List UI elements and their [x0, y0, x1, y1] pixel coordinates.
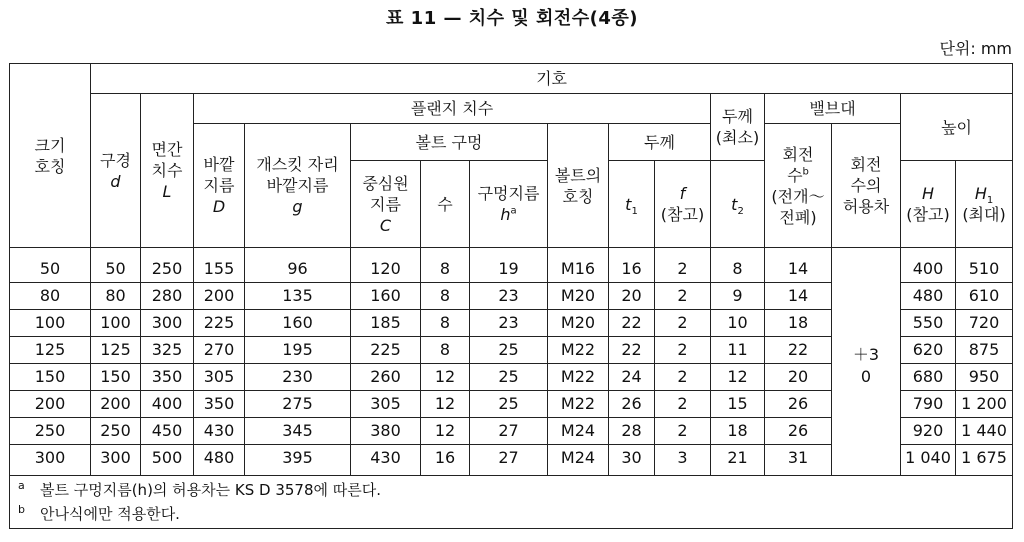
- cell-outer-diameter: 200: [194, 283, 245, 310]
- cell-size: 100: [10, 310, 91, 337]
- table-body: [10, 248, 1013, 476]
- header-bolt-size: 볼트의 호칭: [548, 124, 609, 248]
- cell-size: 80: [10, 283, 91, 310]
- cell-H1: 950: [956, 364, 1013, 391]
- cell-H1: 1 675: [956, 445, 1013, 476]
- cell-face-to-face: 325: [141, 337, 194, 364]
- cell-outer-diameter: 155: [194, 248, 245, 283]
- cell-hole-diameter: 27: [470, 418, 548, 445]
- cell-hole-diameter: 25: [470, 337, 548, 364]
- header-flange: 플랜지 치수: [194, 94, 711, 124]
- cell-hole-count: 8: [421, 248, 470, 283]
- cell-H1: 1 200: [956, 391, 1013, 418]
- cell-t1: 20: [609, 283, 655, 310]
- header-face-to-face: 면간 치수 L: [141, 94, 194, 248]
- cell-hole-count: 8: [421, 310, 470, 337]
- cell-t1: 16: [609, 248, 655, 283]
- cell-bolt-size: M22: [548, 364, 609, 391]
- cell-face-to-face: 450: [141, 418, 194, 445]
- cell-size: 150: [10, 364, 91, 391]
- cell-hole-diameter: 19: [470, 248, 548, 283]
- header-H: H (참고): [901, 161, 956, 248]
- header-hole-diameter: 구멍지름 $h^a$: [470, 161, 548, 248]
- header-f: f (참고): [655, 161, 711, 248]
- cell-face-to-face: 400: [141, 391, 194, 418]
- cell-t1: 26: [609, 391, 655, 418]
- header-turns: 회전 수$^b$ (전개～ 전폐): [765, 124, 832, 248]
- cell-H: 920: [901, 418, 956, 445]
- cell-bore: 125: [91, 337, 141, 364]
- cell-pitch-circle: 305: [351, 391, 421, 418]
- cell-outer-diameter: 270: [194, 337, 245, 364]
- header-t2: $t_2$: [711, 161, 765, 248]
- cell-hole-diameter: 27: [470, 445, 548, 476]
- cell-bore: 100: [91, 310, 141, 337]
- cell-bolt-size: M24: [548, 445, 609, 476]
- cell-H: 480: [901, 283, 956, 310]
- cell-gasket-diameter: 230: [245, 364, 351, 391]
- header-turns-tolerance: 회전 수의 허용차: [832, 124, 901, 248]
- cell-f: 2: [655, 248, 711, 283]
- cell-pitch-circle: 260: [351, 364, 421, 391]
- table-row: [10, 248, 1013, 283]
- cell-hole-count: 12: [421, 418, 470, 445]
- cell-hole-count: 8: [421, 283, 470, 310]
- header-size: 크기 호칭: [10, 64, 91, 248]
- cell-pitch-circle: 430: [351, 445, 421, 476]
- cell-f: 2: [655, 418, 711, 445]
- cell-f: 2: [655, 310, 711, 337]
- footnote-b: b 안나식에만 적용한다.: [18, 503, 180, 523]
- cell-t2: 9: [711, 283, 765, 310]
- cell-H: 790: [901, 391, 956, 418]
- header-height: 높이: [901, 94, 1013, 161]
- cell-face-to-face: 500: [141, 445, 194, 476]
- cell-hole-count: 12: [421, 391, 470, 418]
- cell-hole-diameter: 23: [470, 283, 548, 310]
- cell-bore: 50: [91, 248, 141, 283]
- header-hole-count: 수: [421, 161, 470, 248]
- cell-f: 2: [655, 337, 711, 364]
- cell-gasket-diameter: 345: [245, 418, 351, 445]
- cell-H: 550: [901, 310, 956, 337]
- cell-bore: 200: [91, 391, 141, 418]
- cell-t2: 15: [711, 391, 765, 418]
- cell-bore: 150: [91, 364, 141, 391]
- cell-f: 3: [655, 445, 711, 476]
- cell-f: 2: [655, 391, 711, 418]
- cell-size: 125: [10, 337, 91, 364]
- header-pitch-circle: 중심원 지름 C: [351, 161, 421, 248]
- cell-f: 2: [655, 283, 711, 310]
- cell-outer-diameter: 350: [194, 391, 245, 418]
- cell-pitch-circle: 225: [351, 337, 421, 364]
- cell-H: 680: [901, 364, 956, 391]
- footnote-a: a 볼트 구멍지름(h)의 허용차는 KS D 3578에 따른다.: [18, 479, 382, 499]
- cell-bolt-size: M20: [548, 310, 609, 337]
- cell-t2: 21: [711, 445, 765, 476]
- cell-size: 200: [10, 391, 91, 418]
- cell-pitch-circle: 120: [351, 248, 421, 283]
- tolerance-zero: 0: [860, 366, 872, 386]
- cell-gasket-diameter: 160: [245, 310, 351, 337]
- cell-hole-diameter: 25: [470, 364, 548, 391]
- cell-bolt-size: M22: [548, 391, 609, 418]
- cell-f: 2: [655, 364, 711, 391]
- cell-t2: 18: [711, 418, 765, 445]
- cell-face-to-face: 300: [141, 310, 194, 337]
- cell-H1: 610: [956, 283, 1013, 310]
- header-gasket-diameter: 개스킷 자리 바깥지름 g: [245, 124, 351, 248]
- cell-pitch-circle: 185: [351, 310, 421, 337]
- tolerance-plus: ＋3: [852, 344, 880, 364]
- cell-turns: 20: [765, 364, 832, 391]
- cell-H1: 510: [956, 248, 1013, 283]
- cell-H1: 720: [956, 310, 1013, 337]
- table-header: [10, 64, 1013, 248]
- header-thickness-min: 두께 (최소): [711, 94, 765, 161]
- cell-H: 400: [901, 248, 956, 283]
- cell-turns-tolerance: [832, 248, 901, 476]
- cell-hole-count: 8: [421, 337, 470, 364]
- cell-t2: 12: [711, 364, 765, 391]
- cell-t1: 30: [609, 445, 655, 476]
- cell-gasket-diameter: 395: [245, 445, 351, 476]
- cell-hole-count: 16: [421, 445, 470, 476]
- cell-turns: 18: [765, 310, 832, 337]
- header-t1: $t_1$: [609, 161, 655, 248]
- cell-H1: 1 440: [956, 418, 1013, 445]
- cell-gasket-diameter: 275: [245, 391, 351, 418]
- cell-pitch-circle: 160: [351, 283, 421, 310]
- table-title: 표 11 — 치수 및 회전수(4종): [386, 8, 638, 29]
- cell-bolt-size: M16: [548, 248, 609, 283]
- cell-size: 300: [10, 445, 91, 476]
- cell-H: 1 040: [901, 445, 956, 476]
- cell-outer-diameter: 430: [194, 418, 245, 445]
- header-symbol: 기호: [91, 64, 1013, 94]
- cell-turns: 14: [765, 283, 832, 310]
- cell-t1: 28: [609, 418, 655, 445]
- cell-bore: 250: [91, 418, 141, 445]
- cell-face-to-face: 250: [141, 248, 194, 283]
- cell-bolt-size: M24: [548, 418, 609, 445]
- cell-bolt-size: M20: [548, 283, 609, 310]
- cell-turns: 22: [765, 337, 832, 364]
- cell-outer-diameter: 225: [194, 310, 245, 337]
- footnotes: [10, 476, 1013, 529]
- cell-gasket-diameter: 195: [245, 337, 351, 364]
- cell-bore: 300: [91, 445, 141, 476]
- cell-pitch-circle: 380: [351, 418, 421, 445]
- cell-t2: 8: [711, 248, 765, 283]
- header-thickness: 두께: [609, 124, 711, 161]
- unit-label: 단위: mm: [939, 39, 1012, 58]
- cell-hole-count: 12: [421, 364, 470, 391]
- cell-t2: 10: [711, 310, 765, 337]
- cell-hole-diameter: 25: [470, 391, 548, 418]
- cell-t1: 22: [609, 337, 655, 364]
- header-bolt-hole: 볼트 구멍: [351, 124, 548, 161]
- dimension-table: [9, 63, 1013, 529]
- header-H1: $H_1$ (최대): [956, 161, 1013, 248]
- cell-face-to-face: 280: [141, 283, 194, 310]
- cell-turns: 26: [765, 391, 832, 418]
- cell-hole-diameter: 23: [470, 310, 548, 337]
- cell-turns: 14: [765, 248, 832, 283]
- cell-gasket-diameter: 96: [245, 248, 351, 283]
- header-bore: 구경 d: [91, 94, 141, 248]
- header-valve-stem: 밸브대: [765, 94, 901, 124]
- cell-H1: 875: [956, 337, 1013, 364]
- cell-bolt-size: M22: [548, 337, 609, 364]
- cell-gasket-diameter: 135: [245, 283, 351, 310]
- cell-face-to-face: 350: [141, 364, 194, 391]
- cell-bore: 80: [91, 283, 141, 310]
- cell-t1: 22: [609, 310, 655, 337]
- cell-size: 50: [10, 248, 91, 283]
- cell-outer-diameter: 305: [194, 364, 245, 391]
- cell-size: 250: [10, 418, 91, 445]
- cell-t1: 24: [609, 364, 655, 391]
- cell-turns: 31: [765, 445, 832, 476]
- cell-turns: 26: [765, 418, 832, 445]
- cell-H: 620: [901, 337, 956, 364]
- header-outer-diameter: 바깥 지름 D: [194, 124, 245, 248]
- cell-t2: 11: [711, 337, 765, 364]
- cell-outer-diameter: 480: [194, 445, 245, 476]
